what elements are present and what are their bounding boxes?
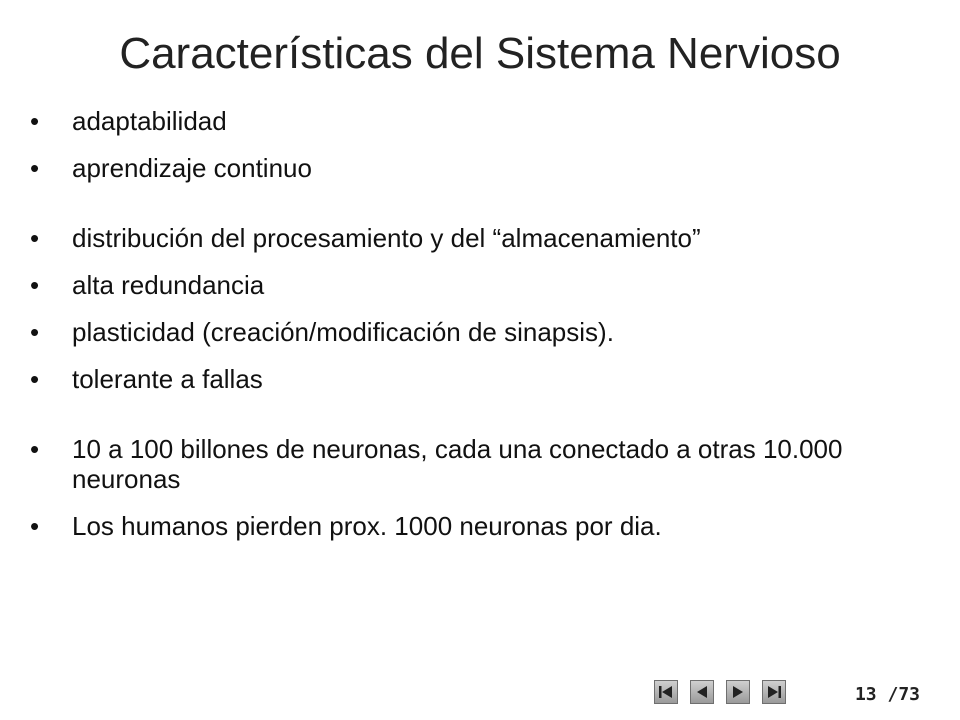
bullet-dot: • (30, 153, 40, 183)
bullet-item-distribucion (30, 223, 930, 253)
bullet-item-aprendizaje (30, 153, 930, 183)
last-slide-icon (766, 685, 782, 699)
first-slide-icon (658, 685, 674, 699)
previous-slide-button[interactable] (690, 680, 714, 704)
first-slide-button[interactable] (654, 680, 678, 704)
slide-title: Características del Sistema Nervioso (119, 29, 841, 78)
bullet-text: aprendizaje continuo (72, 153, 312, 183)
bullet-text: 10 a 100 billones de neuronas, cada una conectado a otras 10.000 neuronas (72, 434, 843, 494)
bullet-item-plasticidad (30, 317, 930, 347)
bullet-dot: • (30, 223, 40, 253)
bullet-dot: • (30, 270, 40, 300)
bullet-dot: • (30, 511, 40, 541)
bullet-item-redundancia (30, 270, 930, 300)
bullet-item-tolerante (30, 364, 930, 394)
bullet-dot: • (30, 434, 40, 464)
bullet-text: Los humanos pierden prox. 1000 neuronas por dia. (72, 511, 662, 541)
bullet-text: tolerante a fallas (72, 364, 263, 394)
bullet-text: distribución del procesamiento y del “almacenamiento” (72, 223, 701, 253)
bullet-text: alta redundancia (72, 270, 265, 300)
slide-navigation (654, 680, 786, 704)
bullet-item-neuronas (30, 434, 930, 494)
bullet-dot: • (30, 317, 40, 347)
previous-slide-icon (694, 685, 710, 699)
bullet-item-adaptabilidad (30, 106, 930, 136)
bullet-dot: • (30, 106, 40, 136)
bullet-dot: • (30, 364, 40, 394)
last-slide-button[interactable] (762, 680, 786, 704)
bullet-text: plasticidad (creación/modificación de sinapsis). (72, 317, 614, 347)
bullet-list (30, 106, 930, 558)
bullet-text: adaptabilidad (72, 106, 227, 136)
page-counter: 13 /73 (854, 684, 920, 705)
next-slide-icon (730, 685, 746, 699)
next-slide-button[interactable] (726, 680, 750, 704)
bullet-item-humanos (30, 511, 930, 541)
